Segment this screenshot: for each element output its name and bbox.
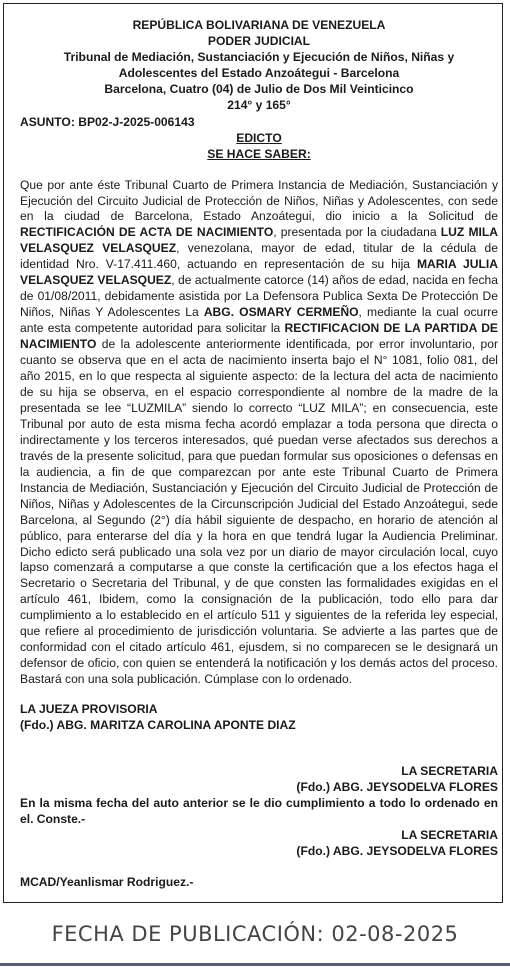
body-bold-5: RECTIFICACION DE LA PARTIDA DE NACIMIENTO [20,321,498,352]
body-text-4: , de actualmente catorce (14) años de edad, nacida en fecha de 01/08/2011, debidamente asistida por La Defensora Publica Sexta De Protección De Niños, Niñas Y Adolescentes La [20,273,498,320]
edict-body [20,178,498,689]
header-country: REPÚBLICA BOLIVARIANA DE VENEZUELA [132,18,386,32]
compliance-note: En la misma fecha del auto anterior se le dio cumplimiento a todo lo ordenado en el. Conste.- [20,795,498,826]
secretary-name-2: (Fdo.) ABG. JEYSODELVA FLORES [296,843,498,858]
secretary-title-1: LA SECRETARIA [401,763,498,778]
judge-signature [20,702,498,734]
publication-date: FECHA DE PUBLICACIÓN: 02-08-2025 [51,922,459,946]
body-bold-1: RECTIFICACIÓN DE ACTA DE NACIMIENTO [20,225,274,240]
document-frame [3,3,503,903]
judge-name: (Fdo.) ABG. MARITZA CAROLINA APONTE DIAZ [20,718,296,733]
body-text-3: , venezolana, mayor de edad, titular de la cédula de identidad Nro. V-17.411.460, actuando en representación de su hija [20,241,498,272]
case-number: ASUNTO: BP02-J-2025-006143 [20,114,195,129]
judge-title: LA JUEZA PROVISORIA [20,702,158,717]
edict-subtitle: SE HACE SABER: [207,146,311,161]
body-bold-4: ABG. OSMARY CERMEÑO [203,305,359,320]
body-text-6: de la adolescente anteriormente identificada, por error involuntario, por cuanto se observa que en el acta de nacimiento inserta bajo el N° 1081, folio 081, del año 2015, en lo que respecta al siguiente aspecto: de la lectura del acta de nacimiento de su hija se observa, en el espacio correspondiente al nombre de la madre de la presentada se lee “LUZMILA” siendo lo correcto “LUZ MILA”; en consecuencia, este Tribunal por auto de esta misma fecha acordó emplazar a toda persona que directa o indirectamente y los terceros interesados, qué puedan verse afectados sus derechos a través de la presente solicitud, para que puedan formular sus oposiciones o defensas en la audiencia, a fin de que comparezcan por ante este Tribunal Cuarto de Primera Instancia de Mediación, Sustanciación y Ejecución del Circuito Judicial de Protección de Niños, Niñas y Adolescentes de la Circunscripción Judicial del Estado Anzoátegui, sede Barcelona, al Segundo (2°) día hábil siguiente de despacho, en horario de atención al público, para enterarse del día y la hora en que tendrá lugar la Audiencia Preliminar. Dicho edicto será publicado una sola vez por un diario de mayor circulación local, cuyo lapso comenzará a computarse a que conste la certificación que a los efectos haga el Secretario o Secretaria del Tribunal, y de que consten las formalidades exigidas en el artículo 461, Ibidem, como la consignación de la publicación, todo ello para dar cumplimiento a lo establecido en el artículo 511 y siguientes de la referida ley especial, que refiere al procedimiento de jurisdicción voluntaria. Se advierte a las partes que de conformidad con el citado artículo 461, ejusdem, si no comparecen se le designará un defensor de oficio, con quien se entenderá la notificación y los demás actos del proceso. Bastará con una sola publicación. Cúmplase con lo ordenado. [20,337,498,687]
body-text-5: , mediante la cual ocurre ante esta competente autoridad para solicitar la [20,305,498,336]
header-date: Barcelona, Cuatro (04) de Julio de Dos Mil Veinticinco [104,81,414,96]
bottom-rule [0,963,510,966]
body-text-2: , presentada por la ciudadana [273,225,441,240]
transcriber-initials: MCAD/Yeanlismar Rodriguez.- [20,874,194,889]
body-text-1: Que por ante éste Tribunal Cuarto de Primera Instancia de Mediación, Sustanciación y Ejecución del Circuito Judicial de Protección de Niños, Niñas y Adolescentes, con sede en la ciudad de Barcelona, Estado Anzoátegui, dio inicio a la Solicitud de [20,177,498,224]
edict-title: EDICTO [236,130,282,145]
secretary-signature-2 [20,828,498,860]
secretary-title-2: LA SECRETARIA [401,827,498,842]
header-power: PODER JUDICIAL [207,33,311,48]
body-bold-2: LUZ MILA VELASQUEZ VELASQUEZ [20,225,498,256]
header-court: Tribunal de Mediación, Sustanciación y Ejecución de Niños, Niñas y [63,49,455,64]
edict-content [20,18,498,891]
document-header [20,18,498,114]
header-years: 214° y 165° [227,97,291,112]
secretary-name-1: (Fdo.) ABG. JEYSODELVA FLORES [296,779,498,794]
body-bold-3: MARIA JULIA VELASQUEZ VELASQUEZ [20,257,498,288]
secretary-signature-1 [20,764,498,796]
header-court-location: Adolescentes del Estado Anzoátegui - Barcelona [118,65,400,80]
